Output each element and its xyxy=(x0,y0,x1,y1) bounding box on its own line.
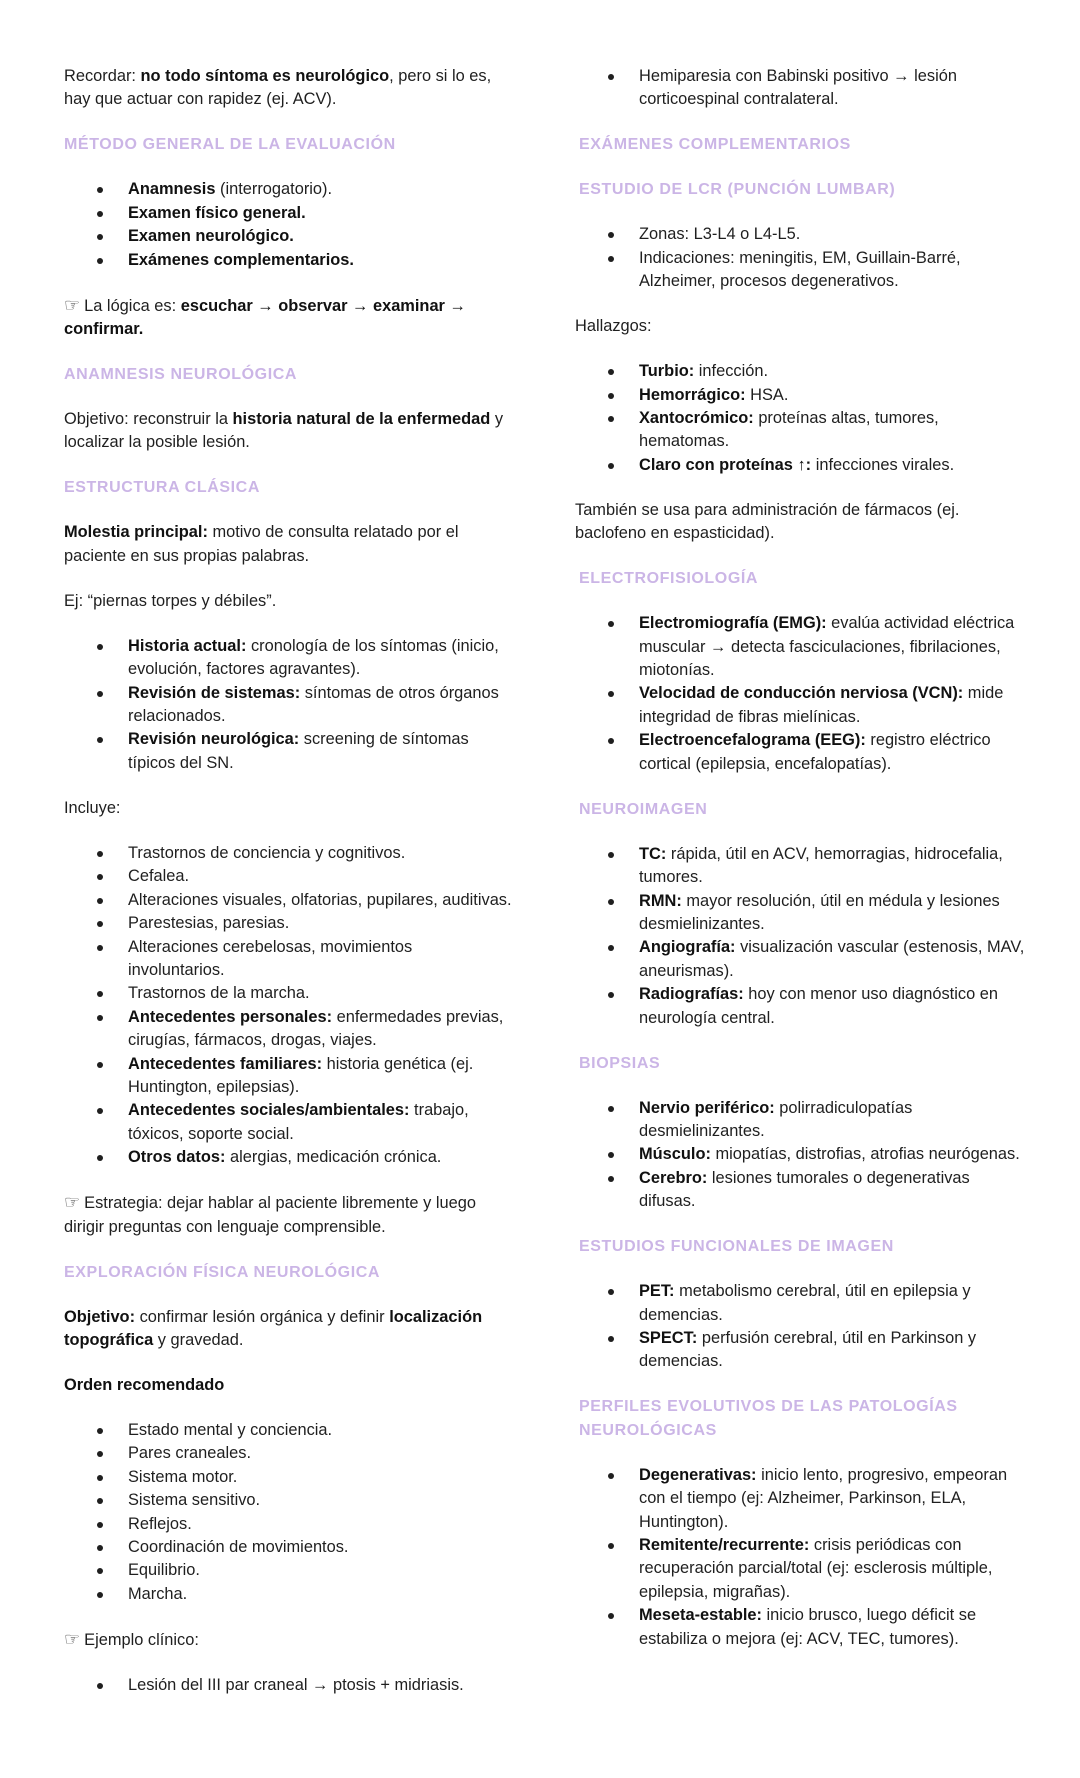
text-run: historia genética (ej. Huntington, epilepsias). xyxy=(128,1054,474,1096)
bold-text: Electroencefalograma (EEG): xyxy=(639,731,866,750)
bold-text: Xantocrómico: xyxy=(639,409,754,428)
text-run: Estado mental y conciencia. xyxy=(128,1420,333,1439)
bold-text: Nervio periférico: xyxy=(639,1098,775,1117)
text-run: miopatías, distrofias, atrofias neurógenas. xyxy=(710,1145,1020,1164)
text-run: HSA. xyxy=(745,385,789,404)
list-item xyxy=(64,1466,512,1489)
list-item xyxy=(64,1419,512,1442)
bullet-list xyxy=(575,360,1027,477)
paragraph xyxy=(64,797,512,820)
text-run: Indicaciones: meningitis, EM, Guillain-Barré, Alzheimer, procesos degenerativos. xyxy=(639,248,961,291)
text-run: mayor resolución, útil en médula y lesiones desmielinizantes. xyxy=(639,891,1000,933)
text-run: hoy con menor uso diagnóstico en neurología central. xyxy=(639,985,998,1027)
bullet-list xyxy=(575,1280,1027,1374)
list-item xyxy=(575,729,1027,776)
text-run: crisis periódicas con recuperación parcial/total (ej: esclerosis múltiple, epilepsia, migrañas). xyxy=(639,1536,993,1601)
list-item xyxy=(64,1099,512,1146)
section-heading: NEUROIMAGEN xyxy=(579,800,708,818)
list-item xyxy=(575,1097,1027,1144)
text-run: Trastornos de conciencia y cognitivos. xyxy=(128,843,406,862)
list-item xyxy=(575,890,1027,937)
text-run: inicio lento, progresivo, empeoran con el tiempo (ej: Alzheimer, Parkinson, ELA, Huntington). xyxy=(639,1465,1008,1531)
paragraph xyxy=(64,521,512,568)
text-run: infección. xyxy=(694,362,769,381)
text-run: y localizar la posible lesión. xyxy=(64,410,504,452)
bold-text: Hemorrágico: xyxy=(639,385,746,404)
text-run: motivo de consulta relatado por el paciente en sus propias palabras. xyxy=(64,523,459,565)
bold-text: Meseta-estable: xyxy=(639,1606,762,1625)
bold-text: Velocidad de conducción nerviosa (VCN): xyxy=(639,684,964,703)
bold-text: Molestia principal: xyxy=(64,523,208,542)
pointing-hand-icon: ☞ xyxy=(64,1628,81,1649)
bold-text: Turbio: xyxy=(639,362,695,381)
text-run: Ejemplo clínico: xyxy=(84,1630,199,1649)
bold-text: SPECT: xyxy=(639,1328,698,1347)
text-run: lesiones tumorales o degenerativas difusas. xyxy=(639,1168,970,1211)
text-run: y gravedad. xyxy=(153,1330,244,1349)
list-item xyxy=(64,982,512,1005)
section-heading: ANAMNESIS NEUROLÓGICA xyxy=(64,366,298,384)
list-item xyxy=(575,983,1027,1030)
paragraph xyxy=(64,590,512,613)
tip-paragraph xyxy=(64,1628,512,1652)
bold-text: Antecedentes sociales/ambientales: xyxy=(128,1101,410,1120)
bold-text: Objetivo: xyxy=(64,1307,136,1326)
text-run: Reflejos. xyxy=(128,1514,192,1533)
list-item xyxy=(575,1464,1027,1534)
text-run: trabajo, tóxicos, soporte social. xyxy=(128,1101,469,1143)
text-run: Incluye: xyxy=(64,798,121,817)
bold-text: Claro con proteínas ↑: xyxy=(639,455,812,474)
list-item xyxy=(64,1053,512,1100)
text-run: alergias, medicación crónica. xyxy=(225,1148,442,1167)
text-run: Hallazgos: xyxy=(575,317,652,336)
bullet-list xyxy=(575,612,1027,776)
list-item xyxy=(575,682,1027,729)
list-item xyxy=(575,936,1027,983)
text-run: Ej: “piernas torpes y débiles”. xyxy=(64,591,277,610)
section-heading: ESTUDIOS FUNCIONALES DE IMAGEN xyxy=(579,1238,894,1256)
text-run: (interrogatorio). xyxy=(215,180,333,199)
text-run: rápida, útil en ACV, hemorragias, hidrocefalia, tumores. xyxy=(639,844,1003,887)
paragraph xyxy=(64,65,512,112)
tip-paragraph xyxy=(64,1191,512,1239)
paragraph xyxy=(64,1374,512,1397)
bullet-list xyxy=(575,843,1027,1030)
bold-text: Otros datos: xyxy=(128,1148,226,1167)
text-run: perfusión cerebral, útil en Parkinson y demencias. xyxy=(639,1328,977,1371)
text-run: Hemiparesia con Babinski positivo → lesión corticoespinal contralateral. xyxy=(639,67,957,109)
list-item xyxy=(64,178,512,201)
bold-text: Electromiografía (EMG): xyxy=(639,614,827,633)
text-run: Alteraciones visuales, olfatorias, pupilares, auditivas. xyxy=(128,890,512,909)
bold-text: Angiografía: xyxy=(639,938,736,957)
list-item xyxy=(575,1327,1027,1374)
list-item xyxy=(64,1513,512,1536)
list-item xyxy=(575,1534,1027,1604)
bullet-list xyxy=(64,635,512,775)
list-item xyxy=(575,360,1027,383)
list-item xyxy=(64,1583,512,1606)
text-run: registro eléctrico cortical (epilepsia, encefalopatías). xyxy=(639,731,991,773)
bold-text: escuchar → observar → examinar → confirmar. xyxy=(64,296,466,339)
bold-text: Revisión neurológica: xyxy=(128,730,300,749)
text-run: Alteraciones cerebelosas, movimientos involuntarios. xyxy=(128,937,413,979)
paragraph xyxy=(64,408,512,455)
bold-text: PET: xyxy=(639,1282,675,1301)
list-item xyxy=(64,225,512,248)
bold-text: Revisión de sistemas: xyxy=(128,683,301,702)
text-run: evalúa actividad eléctrica muscular → detecta fasciculaciones, fibrilaciones, miotonías. xyxy=(639,614,1015,680)
bullet-list xyxy=(64,842,512,1170)
text-run: enfermedades previas, cirugías, fármacos, drogas, viajes. xyxy=(128,1007,504,1050)
bold-text: TC: xyxy=(639,844,667,863)
text-run: , pero si lo es, hay que actuar con rapidez (ej. ACV). xyxy=(64,67,492,109)
list-item xyxy=(64,635,512,682)
list-item xyxy=(64,842,512,865)
list-item xyxy=(575,1604,1027,1651)
list-item xyxy=(575,407,1027,454)
bold-text: Examen neurológico. xyxy=(128,227,294,246)
text-run: Sistema motor. xyxy=(128,1467,238,1486)
section-heading: EXPLORACIÓN FÍSICA NEUROLÓGICA xyxy=(64,1263,381,1281)
bullet-list xyxy=(575,1097,1027,1214)
text-run: Lesión del III par craneal → ptosis + midriasis. xyxy=(128,1675,464,1694)
bullet-list xyxy=(64,1674,512,1697)
text-run: Marcha. xyxy=(128,1584,188,1603)
text-run: metabolismo cerebral, útil en epilepsia y demencias. xyxy=(639,1282,971,1324)
paragraph xyxy=(64,1306,512,1353)
list-item xyxy=(64,202,512,225)
bold-text: Antecedentes familiares: xyxy=(128,1054,323,1073)
bullet-list xyxy=(575,223,1027,293)
text-run: También se usa para administración de fármacos (ej. baclofeno en espasticidad). xyxy=(575,500,960,543)
list-item xyxy=(64,1146,512,1169)
pointing-hand-icon: ☞ xyxy=(64,294,81,315)
text-run: mide integridad de fibras mielínicas. xyxy=(639,684,1004,726)
section-heading: BIOPSIAS xyxy=(579,1054,661,1072)
list-item xyxy=(64,936,512,983)
text-run: Cefalea. xyxy=(128,867,190,886)
text-run: Pares craneales. xyxy=(128,1444,251,1463)
bold-text: Examen físico general. xyxy=(128,203,306,222)
list-item xyxy=(64,728,512,775)
bold-text: Degenerativas: xyxy=(639,1465,757,1484)
text-run: visualización vascular (estenosis, MAV, aneurismas). xyxy=(639,938,1025,980)
list-item xyxy=(64,1559,512,1582)
bullet-list xyxy=(64,178,512,272)
bold-text: Anamnesis xyxy=(128,180,216,199)
section-heading: EXÁMENES COMPLEMENTARIOS xyxy=(579,136,851,154)
list-item xyxy=(64,1674,512,1697)
list-item xyxy=(575,843,1027,890)
list-item xyxy=(575,247,1027,294)
text-run: Trastornos de la marcha. xyxy=(128,984,310,1003)
text-run: Zonas: L3-L4 o L4-L5. xyxy=(639,225,801,244)
list-item xyxy=(64,1006,512,1053)
list-item xyxy=(64,249,512,272)
text-run: Estrategia: dejar hablar al paciente libremente y luego dirigir preguntas con lenguaje comprensible. xyxy=(64,1194,476,1236)
pointing-hand-icon: ☞ xyxy=(64,1192,81,1213)
section-heading: MÉTODO GENERAL DE LA EVALUACIÓN xyxy=(64,136,396,154)
list-item xyxy=(575,454,1027,477)
right-column xyxy=(575,65,1027,1673)
bullet-list xyxy=(575,1464,1027,1651)
paragraph xyxy=(575,499,1027,546)
list-item xyxy=(575,1167,1027,1214)
list-item xyxy=(575,384,1027,407)
text-run: Objetivo: reconstruir la xyxy=(64,410,233,429)
list-item xyxy=(64,682,512,729)
text-run: proteínas altas, tumores, hematomas. xyxy=(639,409,939,451)
bold-text: Radiografías: xyxy=(639,985,744,1004)
bold-text: Orden recomendado xyxy=(64,1375,225,1394)
bold-text: RMN: xyxy=(639,891,682,910)
list-item xyxy=(575,1280,1027,1327)
bold-text: no todo síntoma es neurológico xyxy=(140,67,390,85)
bold-text: historia natural de la enfermedad xyxy=(232,410,491,429)
text-run: confirmar lesión orgánica y definir xyxy=(135,1307,390,1326)
text-run: inicio brusco, luego déficit se estabiliza o mejora (ej: ACV, TEC, tumores). xyxy=(639,1606,977,1648)
text-run: polirradiculopatías desmielinizantes. xyxy=(639,1098,913,1140)
text-run: Coordinación de movimientos. xyxy=(128,1538,349,1556)
paragraph xyxy=(575,315,1027,338)
bold-text: localización topográfica xyxy=(64,1307,483,1349)
list-item xyxy=(575,65,1027,112)
section-heading: ESTUDIO DE LCR (PUNCIÓN LUMBAR) xyxy=(579,181,896,199)
text-run: infecciones virales. xyxy=(811,455,955,474)
text-run: Equilibrio. xyxy=(128,1561,200,1580)
text-run: síntomas de otros órganos relacionados. xyxy=(128,683,499,726)
left-column xyxy=(64,65,512,1719)
list-item xyxy=(64,889,512,912)
text-run: Recordar: xyxy=(64,67,141,85)
text-run: screening de síntomas típicos del SN. xyxy=(128,730,469,772)
list-item xyxy=(64,1489,512,1512)
text-run: cronología de los síntomas (inicio, evolución, factores agravantes). xyxy=(128,636,499,679)
section-heading: PERFILES EVOLUTIVOS DE LAS PATOLOGÍAS NEUROLÓGICAS xyxy=(579,1398,958,1439)
text-run: Parestesias, paresias. xyxy=(128,914,290,933)
bold-text: Historia actual: xyxy=(128,636,247,655)
list-item xyxy=(64,912,512,935)
text-run: La lógica es: xyxy=(84,296,181,315)
list-item xyxy=(575,612,1027,682)
text-run: Sistema sensitivo. xyxy=(128,1491,261,1510)
bold-text: Antecedentes personales: xyxy=(128,1007,333,1026)
list-item xyxy=(64,1442,512,1465)
list-item xyxy=(575,1143,1027,1166)
bold-text: Exámenes complementarios. xyxy=(128,250,354,269)
tip-paragraph xyxy=(64,294,512,342)
bullet-list xyxy=(64,1419,512,1606)
section-heading: ELECTROFISIOLOGÍA xyxy=(579,570,759,588)
list-item xyxy=(64,865,512,888)
bold-text: Cerebro: xyxy=(639,1168,708,1187)
list-item xyxy=(575,223,1027,246)
bold-text: Remitente/recurrente: xyxy=(639,1536,810,1554)
bold-text: Músculo: xyxy=(639,1145,711,1164)
list-item xyxy=(64,1536,512,1559)
section-heading: ESTRUCTURA CLÁSICA xyxy=(64,479,260,497)
bullet-list xyxy=(575,65,1027,112)
